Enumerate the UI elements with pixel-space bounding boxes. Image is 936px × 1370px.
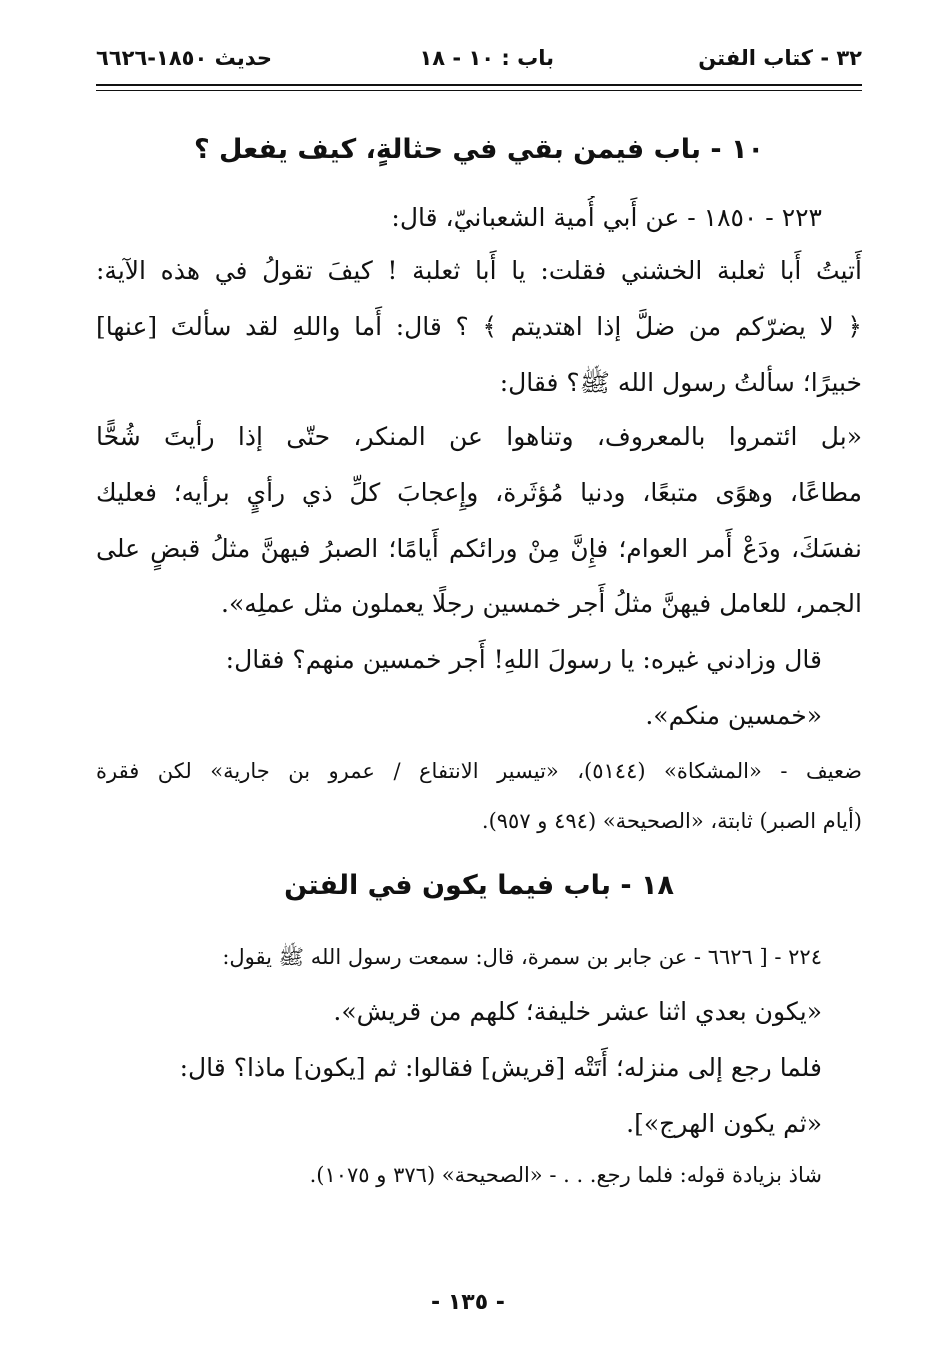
- text-line: نفسَكَ، ودَعْ أَمر العوام؛ فإِنَّ مِنْ ورائكم أَيامًا؛ الصبرُ فيهنَّ مثلُ قبضٍ على: [96, 534, 862, 563]
- text-line: فلما رجع إلى منزله؛ أَتَتْه [قريش] فقالوا: ثم [يكون] ماذا؟ قال:: [179, 1053, 822, 1082]
- section-heading-18: ١٨ - باب فيما يكون في الفتن: [284, 870, 674, 901]
- text-line: «بل ائتمروا بالمعروف، وتناهوا عن المنكر، حتّى إذا رأيتَ شُحًّا: [96, 422, 862, 451]
- text-line: ﴿ لا يضرّكم من ضلَّ إذا اهتديتم ﴾ ؟ قال: أَما واللهِ لقد سألتَ [عنها]: [96, 312, 862, 341]
- header-rule-thick: [96, 84, 862, 86]
- text-line: خبيرًا؛ سألتُ رسول الله ﷺ؟ فقال:: [499, 368, 862, 397]
- header-rule-thin: [96, 90, 862, 91]
- text-line: أَتيتُ أَبا ثعلبة الخشني فقلت: يا أَبا ثعلبة ! كيفَ تقولُ في هذه الآية:: [96, 256, 862, 285]
- text-line: «ثم يكون الهرج»].: [626, 1109, 822, 1138]
- text-line: مطاعًا، وهوًى متبعًا، ودنيا مُؤثَرة، وإِعجابَ كلِّ ذي رأيٍ برأيه؛ فعليك: [96, 478, 862, 507]
- header-chapter-range: باب : ١٠ - ١٨: [419, 46, 554, 70]
- running-header: [96, 40, 862, 80]
- text-line: الجمر، للعامل فيهنَّ مثلُ أَجر خمسين رجلًا يعملون مثل عملِه».: [221, 589, 862, 618]
- text-line: «خمسين منكم».: [645, 701, 822, 730]
- page-number: - ١٣٥ -: [431, 1290, 505, 1315]
- header-chapter: ٣٢ - كتاب الفتن: [698, 46, 862, 70]
- hadith-223-intro: ٢٢٣ - ١٨٥٠ - عن أَبي أُمية الشعبانيّ، قال:: [391, 203, 822, 232]
- hadith-224-intro: ٢٢٤ - [ ٦٦٢٦ - عن جابر بن سمرة، قال: سمعت رسول الله ﷺ يقول:: [222, 945, 822, 969]
- header-hadith-range: حديث ١٨٥٠-٦٦٢٦: [96, 46, 272, 70]
- section-heading-10: ١٠ - باب فيمن بقي في حثالةٍ، كيف يفعل ؟: [193, 134, 764, 165]
- grading-note: ضعيف - «المشكاة» (٥١٤٤)، «تيسير الانتفاع / عمرو بن جارية» لكن فقرة: [96, 759, 862, 783]
- grading-note: شاذ بزيادة قوله: فلما رجع. . . - «الصحيحة» (٣٧٦ و ١٠٧٥).: [309, 1163, 822, 1187]
- text-line: «يكون بعدي اثنا عشر خليفة؛ كلهم من قريش».: [333, 997, 822, 1026]
- grading-note: (أيام الصبر) ثابتة، «الصحيحة» (٤٩٤ و ٩٥٧).: [481, 809, 862, 833]
- text-line: قال وزادني غيره: يا رسولَ اللهِ! أَجر خمسين منهم؟ فقال:: [225, 645, 822, 674]
